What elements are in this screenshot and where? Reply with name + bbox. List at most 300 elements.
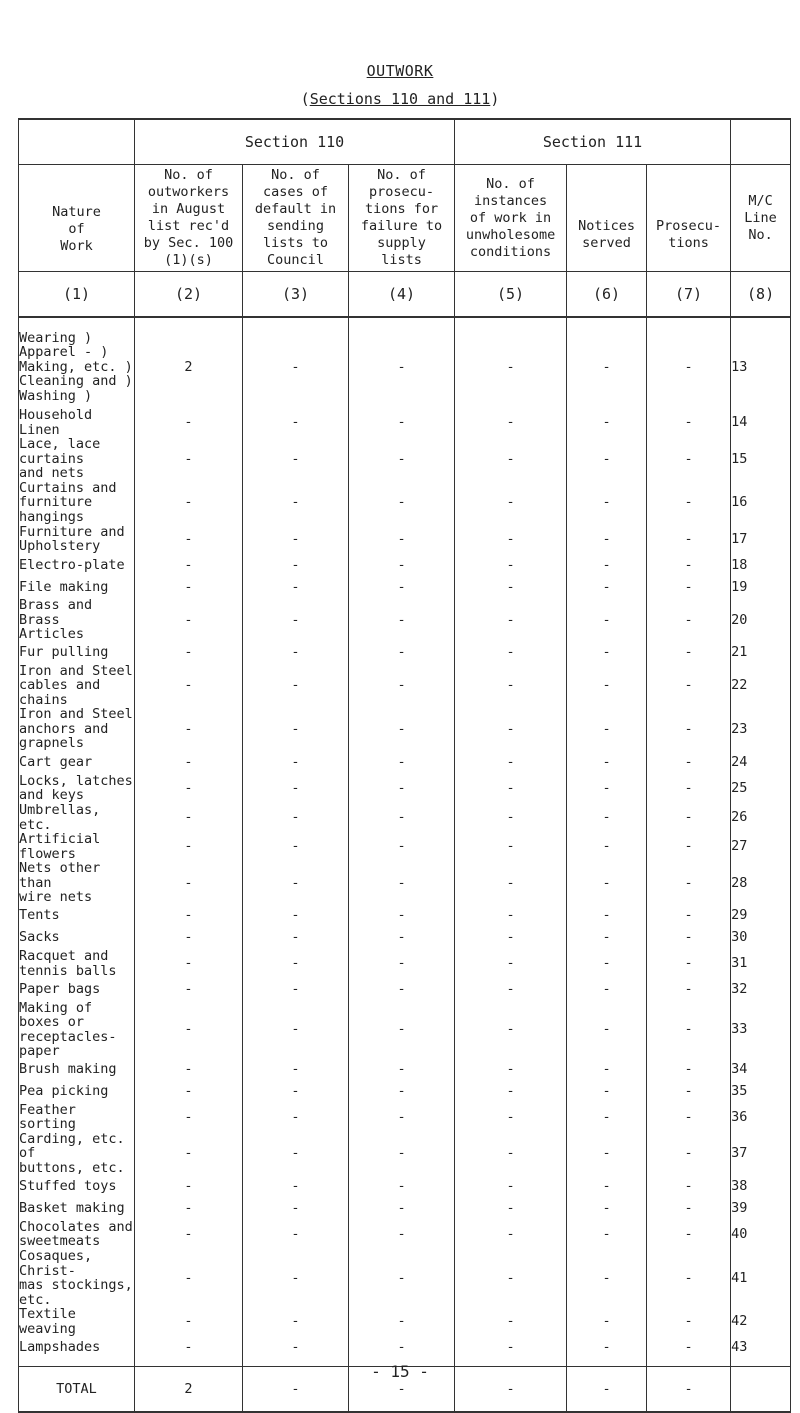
value-cell: - (349, 642, 455, 664)
value-cell: - (243, 1081, 349, 1103)
value-cell: - (455, 524, 567, 554)
total-default-cases: - (243, 1367, 349, 1413)
value-cell: - (135, 1132, 243, 1176)
value-cell: - (567, 1249, 647, 1307)
nature-of-work-cell: Nets other than wire nets (19, 861, 135, 905)
value-cell: - (455, 326, 567, 408)
total-label: TOTAL (19, 1367, 135, 1413)
value-cell: - (135, 861, 243, 905)
value-cell: - (135, 949, 243, 979)
value-cell: - (567, 437, 647, 481)
value-cell: - (243, 576, 349, 598)
value-cell: - (647, 481, 731, 525)
value-cell: - (135, 524, 243, 554)
value-cell: - (567, 326, 647, 408)
table-row (19, 832, 791, 861)
value-cell: - (135, 1249, 243, 1307)
mc-line-number-cell: 37 (731, 1132, 791, 1176)
header-nature-of-work: Nature of Work (19, 165, 135, 272)
nature-of-work-cell: Curtains and furniture hangings (19, 481, 135, 525)
value-cell: - (243, 1059, 349, 1081)
value-cell: - (567, 803, 647, 832)
value-cell: - (567, 979, 647, 1001)
value-cell: - (135, 707, 243, 751)
value-cell: - (567, 1103, 647, 1132)
value-cell: - (567, 576, 647, 598)
value-cell: - (647, 1103, 731, 1132)
table-row (19, 751, 791, 773)
table-row (19, 1249, 791, 1307)
value-cell: - (647, 1307, 731, 1336)
value-cell: - (349, 927, 455, 949)
value-cell: - (455, 949, 567, 979)
value-cell: - (349, 1307, 455, 1336)
nature-of-work-cell: Umbrellas, etc. (19, 803, 135, 832)
nature-of-work-cell: Tents (19, 905, 135, 927)
nature-of-work-cell: Locks, latches and keys (19, 772, 133, 803)
table-row (19, 773, 791, 803)
value-cell: - (349, 481, 455, 525)
value-cell: - (349, 1336, 455, 1358)
value-cell: - (455, 707, 567, 751)
mc-line-number-cell: 35 (731, 1081, 791, 1103)
value-cell: - (567, 905, 647, 927)
value-cell: - (349, 1059, 455, 1081)
mc-line-number-cell: 21 (731, 642, 791, 664)
value-cell: - (243, 979, 349, 1001)
header-outworkers: No. of outworkers in August list rec'd by Sec. 100 (1)(s) (135, 165, 243, 272)
value-cell: - (243, 437, 349, 481)
value-cell: - (349, 1197, 455, 1219)
value-cell: - (455, 905, 567, 927)
mc-line-number-cell: 39 (731, 1197, 791, 1219)
header-notices-served: Notices served (567, 165, 647, 272)
value-cell: - (135, 905, 243, 927)
value-cell: - (647, 437, 731, 481)
nature-of-work-cell: Electro-plate (19, 554, 135, 576)
value-cell: - (349, 664, 455, 708)
table-row (19, 524, 791, 554)
mc-line-number-cell: 33 (731, 1001, 791, 1059)
value-cell: - (455, 576, 567, 598)
nature-of-work-cell: Cosaques, Christ- mas stockings, etc. (19, 1248, 133, 1308)
value-cell: - (243, 1132, 349, 1176)
value-cell: - (647, 1336, 731, 1358)
value-cell: - (349, 905, 455, 927)
value-cell: - (349, 861, 455, 905)
value-cell: - (349, 576, 455, 598)
blank-corner (19, 119, 135, 165)
table-row (19, 707, 791, 751)
nature-of-work-cell: Paper bags (19, 979, 135, 1001)
subtitle-open: ( (300, 90, 310, 108)
subtitle-sections: Sections 110 and 111 (309, 90, 491, 108)
table-row (19, 927, 791, 949)
value-cell: - (647, 949, 731, 979)
value-cell: - (135, 751, 243, 773)
value-cell: - (567, 1132, 647, 1176)
value-cell: - (567, 1307, 647, 1336)
table-row (19, 598, 791, 642)
value-cell: - (647, 642, 731, 664)
header-default-cases: No. of cases of default in sending lists to Council (243, 165, 349, 272)
value-cell: - (455, 1059, 567, 1081)
value-cell: - (647, 1175, 731, 1197)
value-cell: - (455, 1336, 567, 1358)
value-cell: - (647, 1059, 731, 1081)
table-row (19, 1001, 791, 1059)
section-111-header: Section 111 (455, 119, 731, 165)
blank-corner-right (731, 119, 791, 165)
value-cell: - (243, 1336, 349, 1358)
col-number-2: (2) (135, 272, 243, 318)
nature-of-work-cell: Lampshades (19, 1336, 135, 1358)
value-cell: - (135, 1059, 243, 1081)
value-cell: - (567, 1059, 647, 1081)
nature-of-work-cell: Wearing ) Apparel - ) Making, etc. ) Cleaning and ) Washing ) (19, 326, 135, 408)
table-row (19, 664, 791, 708)
value-cell: - (567, 751, 647, 773)
col-number-4: (4) (349, 272, 455, 318)
value-cell: - (455, 803, 567, 832)
value-cell: - (567, 773, 647, 803)
value-cell: - (455, 1219, 567, 1249)
value-cell: - (455, 554, 567, 576)
value-cell: - (455, 1081, 567, 1103)
value-cell: - (243, 1197, 349, 1219)
table-row (19, 1059, 791, 1081)
value-cell: - (647, 1081, 731, 1103)
value-cell: - (647, 803, 731, 832)
value-cell: - (135, 832, 243, 861)
mc-line-number-cell: 30 (731, 927, 791, 949)
page-title: OUTWORK (366, 62, 434, 80)
mc-line-number-cell: 41 (731, 1249, 791, 1307)
col-number-5: (5) (455, 272, 567, 318)
nature-of-work-cell: Chocolates and sweetmeats (19, 1218, 133, 1249)
value-cell: - (349, 832, 455, 861)
value-cell: - (135, 576, 243, 598)
value-cell: - (567, 832, 647, 861)
value-cell: - (243, 642, 349, 664)
value-cell: - (567, 408, 647, 437)
nature-of-work-cell: Stuffed toys (19, 1175, 135, 1197)
mc-line-number-cell: 42 (731, 1307, 791, 1336)
value-cell: - (647, 1197, 731, 1219)
value-cell: - (135, 803, 243, 832)
value-cell: - (567, 481, 647, 525)
value-cell: - (243, 524, 349, 554)
page-number: - 15 - (371, 1362, 429, 1381)
value-cell: - (567, 1219, 647, 1249)
mc-line-number-cell: 23 (731, 707, 791, 751)
value-cell: - (349, 1081, 455, 1103)
value-cell: - (455, 832, 567, 861)
value-cell: - (647, 576, 731, 598)
value-cell: - (243, 803, 349, 832)
value-cell: - (349, 1249, 455, 1307)
total-prosecutions-failure: - (349, 1367, 455, 1413)
mc-line-number-cell: 18 (731, 554, 791, 576)
mc-line-number-cell: 19 (731, 576, 791, 598)
value-cell: - (135, 1175, 243, 1197)
col-number-3: (3) (243, 272, 349, 318)
mc-line-number-cell: 24 (731, 751, 791, 773)
value-cell: - (455, 927, 567, 949)
total-prosecutions: - (647, 1367, 731, 1413)
value-cell: - (135, 481, 243, 525)
value-cell: - (349, 949, 455, 979)
value-cell: - (647, 707, 731, 751)
value-cell: - (349, 803, 455, 832)
mc-line-number-cell: 29 (731, 905, 791, 927)
table-row (19, 1103, 791, 1132)
value-cell: - (349, 1219, 455, 1249)
col-number-7: (7) (647, 272, 731, 318)
value-cell: - (349, 598, 455, 642)
value-cell: - (135, 1219, 243, 1249)
table-row (19, 1219, 791, 1249)
value-cell: - (455, 1175, 567, 1197)
page-subtitle (0, 90, 800, 108)
value-cell: 2 (135, 326, 243, 408)
value-cell: - (135, 1103, 243, 1132)
value-cell: - (567, 707, 647, 751)
nature-of-work-cell: Racquet and tennis balls (19, 949, 135, 979)
value-cell: - (455, 598, 567, 642)
value-cell: - (135, 598, 243, 642)
value-cell: - (135, 437, 243, 481)
value-cell: - (349, 1175, 455, 1197)
value-cell: - (243, 1219, 349, 1249)
value-cell: - (349, 751, 455, 773)
mc-line-number-cell: 13 (731, 326, 791, 408)
nature-of-work-cell: Feather sorting (19, 1103, 135, 1132)
col-number-8: (8) (731, 272, 791, 318)
value-cell: - (455, 481, 567, 525)
value-cell: - (349, 1103, 455, 1132)
value-cell: - (567, 664, 647, 708)
mc-line-number-cell: 26 (731, 803, 791, 832)
table-row (19, 326, 791, 408)
value-cell: - (455, 751, 567, 773)
value-cell: - (567, 1197, 647, 1219)
value-cell: - (349, 773, 455, 803)
value-cell: - (455, 861, 567, 905)
value-cell: - (243, 1175, 349, 1197)
section-110-header: Section 110 (135, 119, 455, 165)
value-cell: - (455, 979, 567, 1001)
nature-of-work-cell: Iron and Steel anchors and grapnels (19, 706, 133, 752)
table-row (19, 861, 791, 905)
value-cell: - (647, 979, 731, 1001)
value-cell: - (647, 773, 731, 803)
mc-line-number-cell: 15 (731, 437, 791, 481)
nature-of-work-cell: File making (19, 576, 135, 598)
value-cell: - (243, 707, 349, 751)
mc-line-number-cell: 28 (731, 861, 791, 905)
value-cell: - (455, 1103, 567, 1132)
value-cell: - (243, 751, 349, 773)
mc-line-number-cell: 32 (731, 979, 791, 1001)
value-cell: - (455, 1197, 567, 1219)
value-cell: - (647, 927, 731, 949)
value-cell: - (567, 1001, 647, 1059)
value-cell: - (567, 524, 647, 554)
nature-of-work-cell: Making of boxes or receptacles-paper (19, 1001, 135, 1059)
mc-line-number-cell: 20 (731, 598, 791, 642)
value-cell: - (349, 437, 455, 481)
table-row (19, 437, 791, 481)
table-row (19, 803, 791, 832)
value-cell: - (647, 598, 731, 642)
value-cell: - (349, 1132, 455, 1176)
value-cell: - (349, 707, 455, 751)
value-cell: - (243, 1103, 349, 1132)
nature-of-work-cell: Artificial flowers (19, 832, 135, 861)
mc-line-number-cell: 25 (731, 773, 791, 803)
value-cell: - (455, 642, 567, 664)
header-mc-line-no: M/C Line No. (731, 165, 791, 272)
value-cell: - (455, 1132, 567, 1176)
value-cell: - (647, 832, 731, 861)
value-cell: - (647, 1001, 731, 1059)
value-cell: - (647, 1219, 731, 1249)
table-row (19, 481, 791, 525)
header-prosecutions: Prosecu- tions (647, 165, 731, 272)
value-cell: - (135, 1336, 243, 1358)
value-cell: - (349, 1001, 455, 1059)
value-cell: - (243, 773, 349, 803)
value-cell: - (243, 554, 349, 576)
table-row (19, 1132, 791, 1176)
mc-line-number-cell: 16 (731, 481, 791, 525)
nature-of-work-cell: Textile weaving (19, 1307, 135, 1336)
value-cell: - (349, 408, 455, 437)
value-cell: - (243, 905, 349, 927)
nature-of-work-cell: Cart gear (19, 751, 135, 773)
value-cell: - (455, 1001, 567, 1059)
value-cell: - (455, 773, 567, 803)
value-cell: - (349, 554, 455, 576)
mc-line-number-cell: 36 (731, 1103, 791, 1132)
value-cell: - (455, 1307, 567, 1336)
value-cell: - (647, 1249, 731, 1307)
value-cell: - (243, 326, 349, 408)
value-cell: - (349, 326, 455, 408)
value-cell: - (455, 1249, 567, 1307)
table-row (19, 1175, 791, 1197)
nature-of-work-cell: Household Linen (19, 408, 135, 437)
value-cell: - (135, 1307, 243, 1336)
col-number-6: (6) (567, 272, 647, 318)
mc-line-number-cell: 40 (731, 1219, 791, 1249)
nature-of-work-cell: Brass and Brass Articles (19, 598, 135, 642)
value-cell: - (647, 664, 731, 708)
nature-of-work-cell: Fur pulling (19, 642, 135, 664)
outwork-table (18, 118, 791, 1413)
value-cell: - (647, 408, 731, 437)
value-cell: - (243, 832, 349, 861)
value-cell: - (243, 1249, 349, 1307)
nature-of-work-cell: Lace, lace curtains and nets (19, 437, 135, 481)
value-cell: - (567, 554, 647, 576)
nature-of-work-cell: Pea picking (19, 1081, 135, 1103)
nature-of-work-cell: Iron and Steel cables and chains (19, 662, 133, 708)
value-cell: - (349, 979, 455, 1001)
table-row (19, 642, 791, 664)
value-cell: - (135, 927, 243, 949)
table-row (19, 949, 791, 979)
table-row (19, 576, 791, 598)
value-cell: - (567, 1175, 647, 1197)
mc-line-number-cell: 14 (731, 408, 791, 437)
mc-line-number-cell: 43 (731, 1336, 791, 1358)
value-cell: - (455, 664, 567, 708)
total-outworkers: 2 (135, 1367, 243, 1413)
table-row (19, 408, 791, 437)
value-cell: - (135, 1081, 243, 1103)
table-row (19, 1307, 791, 1336)
value-cell: - (243, 927, 349, 949)
nature-of-work-cell: Basket making (19, 1197, 135, 1219)
value-cell: - (455, 408, 567, 437)
value-cell: - (647, 751, 731, 773)
value-cell: - (647, 554, 731, 576)
mc-line-number-cell: 34 (731, 1059, 791, 1081)
table-row (19, 1336, 791, 1358)
mc-line-number-cell: 22 (731, 664, 791, 708)
value-cell: - (349, 524, 455, 554)
value-cell: - (243, 598, 349, 642)
value-cell: - (135, 979, 243, 1001)
value-cell: - (567, 598, 647, 642)
value-cell: - (647, 326, 731, 408)
value-cell: - (135, 642, 243, 664)
total-unwholesome: - (455, 1367, 567, 1413)
total-notices: - (567, 1367, 647, 1413)
value-cell: - (567, 949, 647, 979)
value-cell: - (243, 1307, 349, 1336)
value-cell: - (135, 773, 243, 803)
value-cell: - (135, 1001, 243, 1059)
nature-of-work-cell: Sacks (19, 927, 135, 949)
nature-of-work-cell: Brush making (19, 1059, 135, 1081)
table-row (19, 1197, 791, 1219)
col-number-1: (1) (19, 272, 135, 318)
value-cell: - (647, 861, 731, 905)
value-cell: - (647, 524, 731, 554)
value-cell: - (567, 1336, 647, 1358)
value-cell: - (567, 927, 647, 949)
value-cell: - (135, 1197, 243, 1219)
value-cell: - (243, 861, 349, 905)
mc-line-number-cell: 17 (731, 524, 791, 554)
value-cell: - (567, 1081, 647, 1103)
value-cell: - (567, 861, 647, 905)
mc-line-number-cell: 27 (731, 832, 791, 861)
value-cell: - (135, 554, 243, 576)
table-row (19, 554, 791, 576)
value-cell: - (243, 949, 349, 979)
header-prosecutions-failure: No. of prosecu- tions for failure to supply lists (349, 165, 455, 272)
value-cell: - (243, 408, 349, 437)
value-cell: - (135, 408, 243, 437)
value-cell: - (135, 664, 243, 708)
value-cell: - (243, 481, 349, 525)
value-cell: - (243, 1001, 349, 1059)
nature-of-work-cell: Carding, etc. of buttons, etc. (19, 1132, 135, 1176)
